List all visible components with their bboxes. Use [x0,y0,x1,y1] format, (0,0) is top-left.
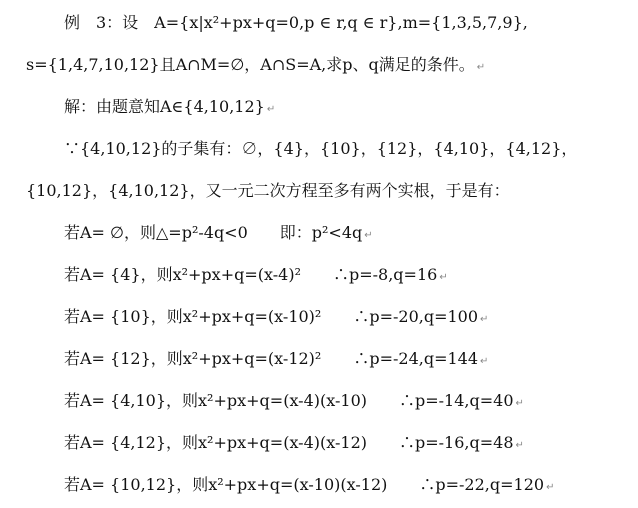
paragraph-mark-icon: ↵ [515,440,524,451]
line-text: 若A= {4,12}，则x²+px+q=(x-4)(x-12) ∴p=-16,q=48 [64,433,514,452]
subsets-line [64,134,577,164]
case-4-12-line [64,428,524,458]
paragraph-mark-icon: ↵ [476,62,486,73]
line-text: 若A= ∅，则△=p²-4q<0 即：p²<4q [64,223,363,242]
line-text: 若A= {4}，则x²+px+q=(x-4)² ∴p=-8,q=16 [64,265,438,284]
problem-condition-line [26,50,485,80]
paragraph-mark-icon: ↵ [364,230,373,241]
case-4-10-line [64,386,524,416]
subsets-continued-line [26,176,510,206]
paragraph-mark-icon: ↵ [266,104,276,115]
case-4-line [64,260,448,290]
paragraph-mark-icon: ↵ [480,314,489,325]
paragraph-mark-icon: ↵ [546,482,555,493]
line-text: 若A= {12}，则x²+px+q=(x-12)² ∴p=-24,q=144 [64,349,479,368]
line-text: 若A= {4,10}，则x²+px+q=(x-4)(x-10) ∴p=-14,q=40 [64,391,514,410]
line-text: s={1,4,7,10,12}且A∩M=∅，A∩S=A,求p、q满足的条件。 [26,55,475,74]
line-text: 若A= {10,12}，则x²+px+q=(x-10)(x-12) ∴p=-22,q=120 [64,475,545,494]
line-text: 解：由题意知A∈{4,10,12} [64,97,265,116]
line-text: ∵{4,10,12}的子集有：∅，{4}，{10}，{12}，{4,10}，{4,12}， [64,139,578,158]
line-text: 例 3：设 A={x|x²+px+q=0,p ∈ r,q ∈ r},m={1,3,5,7,9}, [64,13,528,32]
paragraph-mark-icon: ↵ [439,272,448,283]
case-10-line [64,302,488,332]
case-12-line [64,344,488,374]
line-text: 若A= {10}，则x²+px+q=(x-10)² ∴p=-20,q=100 [64,307,479,326]
paragraph-mark-icon: ↵ [480,356,489,367]
case-10-12-line [64,470,554,500]
case-empty-line [64,218,373,248]
example-title-line [64,8,528,38]
solution-intro-line [64,92,275,122]
paragraph-mark-icon: ↵ [515,398,524,409]
line-text: {10,12}，{4,10,12}，又一元二次方程至多有两个实根，于是有： [26,181,510,200]
